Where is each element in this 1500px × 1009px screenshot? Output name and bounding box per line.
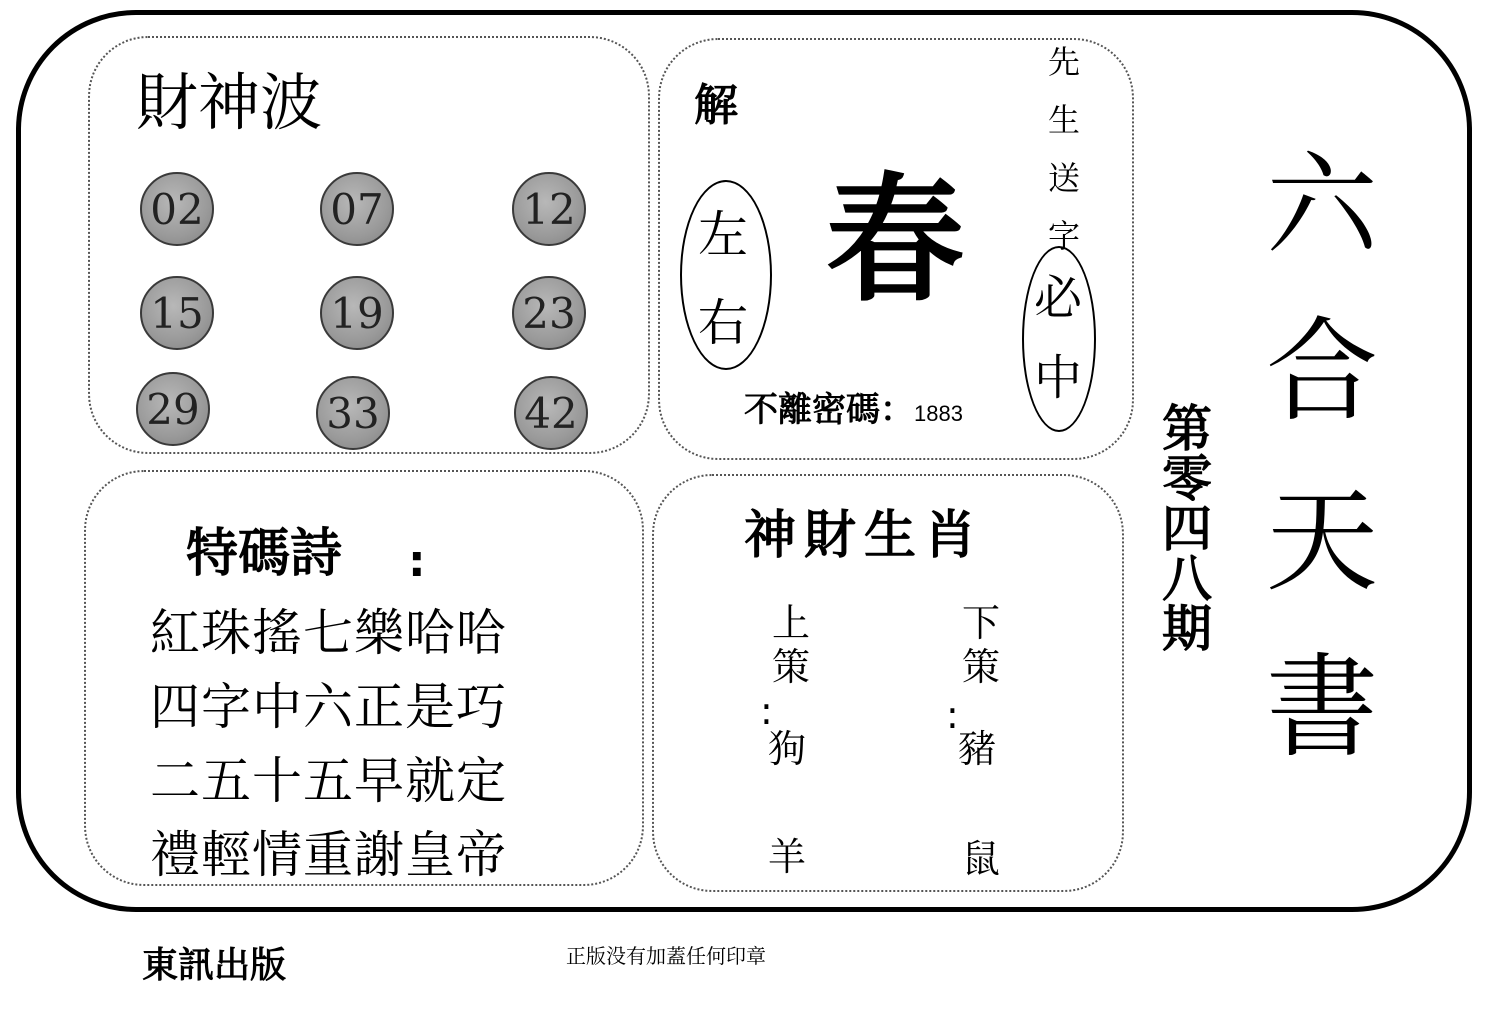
- issue-char: 八: [1162, 550, 1212, 608]
- riddle-character: 春: [826, 160, 965, 321]
- lower-strategy-colon: :: [946, 693, 959, 737]
- gift-text-char: 生: [1048, 101, 1081, 139]
- issue-char: 期: [1162, 600, 1212, 658]
- must-hit-char: 必: [1034, 270, 1083, 326]
- right-char: 右: [698, 294, 748, 352]
- issue-char: 四: [1162, 500, 1212, 558]
- must-hit-char: 中: [1034, 350, 1083, 406]
- upper-strategy-label: 上: [772, 601, 811, 645]
- poem-title-colon: :: [408, 536, 426, 587]
- lower-animal: 鼠: [962, 837, 1001, 881]
- number-ball: 12: [512, 172, 586, 246]
- poem-title: 特碼詩: [186, 524, 343, 584]
- zodiac-title: 神財生肖: [744, 506, 985, 566]
- number-ball: 15: [140, 276, 214, 350]
- issue-char: 零: [1162, 450, 1212, 508]
- gift-text-char: 先: [1048, 43, 1081, 81]
- number-ball: 42: [514, 376, 588, 450]
- main-title-char: 六: [1266, 141, 1378, 271]
- main-title-char: 合: [1266, 307, 1378, 437]
- main-title-char: 書: [1266, 643, 1378, 773]
- number-ball: 07: [320, 172, 394, 246]
- poem-line: 二五十五早就定: [150, 752, 507, 810]
- number-ball: 23: [512, 276, 586, 350]
- publisher-name: 東訊出版: [142, 945, 287, 986]
- secret-code-label: 不離密碼：: [744, 390, 914, 430]
- main-title-char: 天: [1266, 477, 1378, 607]
- number-ball: 33: [316, 376, 390, 450]
- poem-line: 紅珠搖七樂哈哈: [150, 604, 507, 662]
- upper-strategy-colon: :: [760, 689, 773, 733]
- upper-animal: 狗: [768, 727, 807, 771]
- upper-animal: 羊: [768, 835, 807, 879]
- lower-strategy-label: 策: [962, 645, 1001, 689]
- solve-label: 解: [694, 80, 738, 131]
- number-ball: 02: [140, 172, 214, 246]
- number-ball: 19: [320, 276, 394, 350]
- secret-code-line: [744, 390, 963, 430]
- number-ball: 29: [136, 372, 210, 446]
- upper-strategy-label: 策: [772, 645, 811, 689]
- poem-line: 禮輕情重謝皇帝: [150, 826, 507, 884]
- lower-strategy-label: 下: [962, 601, 1001, 645]
- poem-line: 四字中六正是巧: [150, 678, 507, 736]
- secret-code-value: 1883: [914, 401, 963, 426]
- left-char: 左: [698, 206, 748, 264]
- gift-text-char: 字: [1048, 217, 1081, 255]
- wealth-wave-title: 財神波: [136, 66, 323, 139]
- issue-char: 第: [1162, 400, 1212, 458]
- gift-text-char: 送: [1048, 159, 1081, 197]
- authenticity-notice: 正版没有加蓋任何印章: [566, 944, 766, 968]
- lower-animal: 豬: [958, 727, 997, 771]
